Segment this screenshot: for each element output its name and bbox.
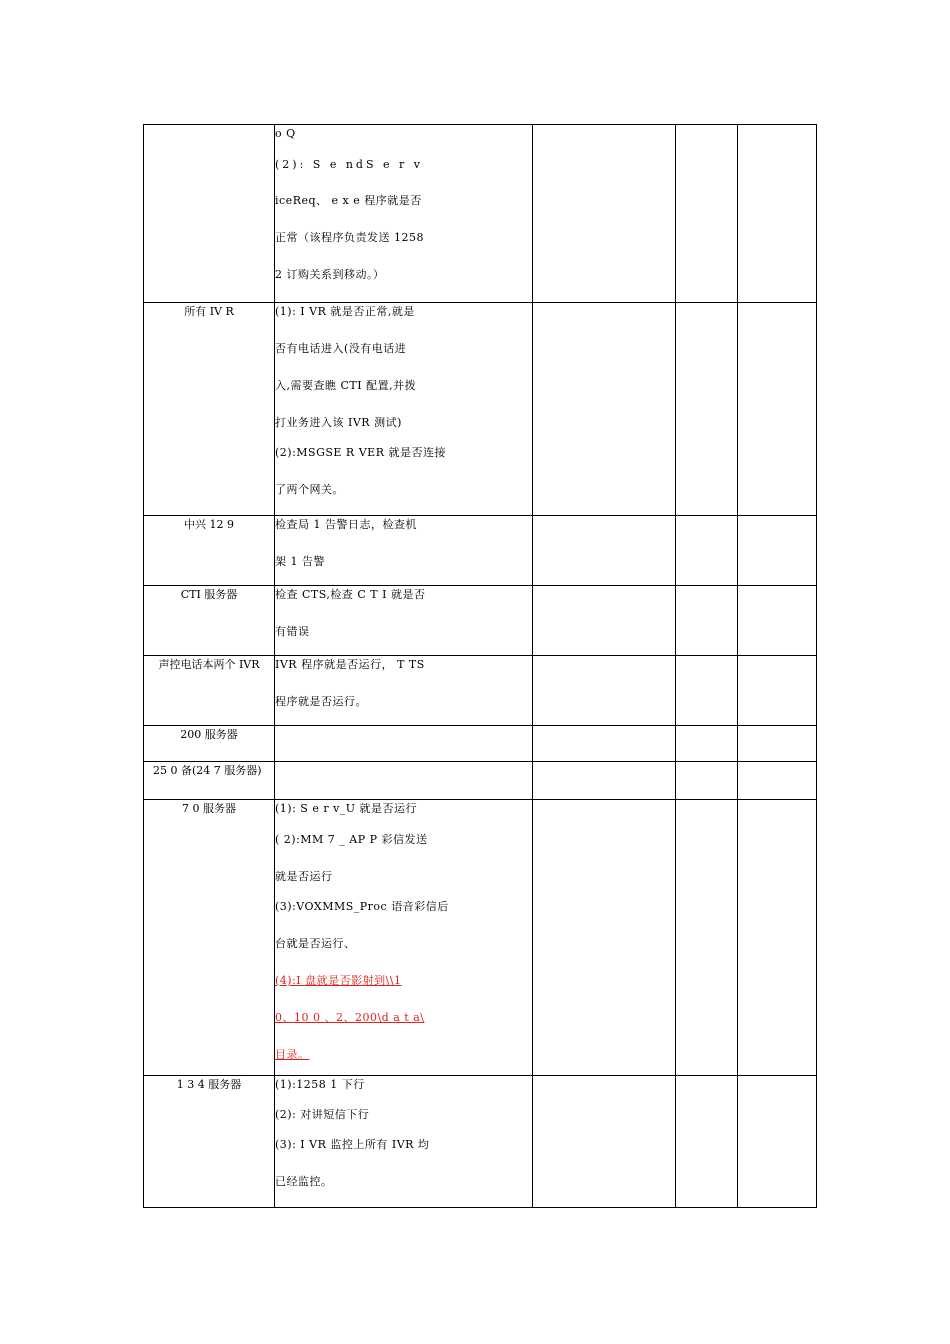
check-description-cell	[275, 656, 533, 726]
empty-cell	[738, 656, 817, 726]
server-name-cell: CTI 服务器	[144, 586, 275, 656]
empty-cell	[738, 125, 817, 303]
description-line: (1):1258 1 下行	[275, 1078, 365, 1091]
empty-cell	[676, 516, 738, 586]
empty-cell	[738, 726, 817, 762]
description-line: 架 1 告警	[275, 555, 325, 568]
empty-cell	[738, 586, 817, 656]
table-row	[144, 656, 817, 726]
empty-cell	[738, 762, 817, 800]
check-description-cell	[275, 800, 533, 1076]
table-row	[144, 125, 817, 303]
description-line: 了两个网关。	[275, 483, 344, 496]
check-description-cell	[275, 586, 533, 656]
empty-cell	[676, 656, 738, 726]
server-name-cell: 声控电话本两个 IVR	[144, 656, 275, 726]
empty-cell	[533, 125, 676, 303]
description-line-highlighted: 目录。	[275, 1048, 310, 1061]
empty-cell	[738, 800, 817, 1076]
server-name-cell	[144, 125, 275, 303]
description-line: 2 订购关系到移动。）	[275, 268, 385, 281]
description-line: 检查局 1 告警日志，检查机	[275, 518, 417, 531]
empty-cell	[676, 726, 738, 762]
description-line: ( 2):MM 7 _ AP P 彩信发送	[275, 833, 428, 846]
description-line: 已经监控。	[275, 1175, 333, 1188]
empty-cell	[533, 1076, 676, 1208]
empty-cell	[533, 762, 676, 800]
empty-cell	[738, 516, 817, 586]
description-line: 否有电话进入(没有电话进	[275, 342, 407, 355]
description-line: 检查 CTS,检查 C T I 就是否	[275, 588, 426, 601]
description-line: (2): S e ndS e r v	[275, 158, 423, 171]
check-description-cell	[275, 516, 533, 586]
empty-cell	[738, 303, 817, 516]
description-line: o Q	[275, 127, 296, 140]
server-name-cell: 中兴 12 9	[144, 516, 275, 586]
server-name-cell: 1 3 4 服务器	[144, 1076, 275, 1208]
description-line: (3):VOXMMS_Proc 语音彩信后	[275, 900, 449, 913]
table-row	[144, 516, 817, 586]
description-line: (1): I VR 就是否正常,就是	[275, 305, 415, 318]
table-row	[144, 762, 817, 800]
description-line: 有错误	[275, 625, 310, 638]
table-row	[144, 726, 817, 762]
empty-cell	[275, 726, 533, 762]
empty-cell	[533, 586, 676, 656]
description-line: IVR 程序就是否运行， T TS	[275, 658, 425, 671]
empty-cell	[533, 726, 676, 762]
empty-cell	[738, 1076, 817, 1208]
empty-cell	[533, 303, 676, 516]
table-row	[144, 800, 817, 1076]
description-line: (2): 对讲短信下行	[275, 1108, 370, 1121]
check-description-cell	[275, 1076, 533, 1208]
table-row	[144, 586, 817, 656]
server-name-cell: 200 服务器	[144, 726, 275, 762]
checklist-table	[143, 124, 817, 1208]
empty-cell	[676, 303, 738, 516]
table-row	[144, 1076, 817, 1208]
empty-cell	[676, 800, 738, 1076]
description-line: 程序就是否运行。	[275, 695, 367, 708]
description-line: 就是否运行	[275, 870, 333, 883]
server-name-cell: 7 0 服务器	[144, 800, 275, 1076]
table-row	[144, 303, 817, 516]
empty-cell	[676, 1076, 738, 1208]
empty-cell	[533, 800, 676, 1076]
empty-cell	[533, 656, 676, 726]
description-line: (3): I VR 监控上所有 IVR 均	[275, 1138, 430, 1151]
check-description-cell	[275, 125, 533, 303]
check-description-cell	[275, 303, 533, 516]
server-name-cell: 25 0 备(24 7 服务器)	[144, 762, 275, 800]
description-line-highlighted: 0、10 0 、2、200\d a t a\	[275, 1011, 425, 1024]
server-name-cell: 所有 IV R	[144, 303, 275, 516]
description-line: 入,需要查瞧 CTI 配置,并拨	[275, 379, 417, 392]
empty-cell	[533, 516, 676, 586]
empty-cell	[676, 762, 738, 800]
empty-cell	[676, 125, 738, 303]
description-line: iceReq、 e x e 程序就是否	[275, 194, 422, 207]
empty-cell	[275, 762, 533, 800]
description-line-highlighted: (4):I 盘就是否影射到\\1	[275, 974, 402, 987]
description-line: (2):MSGSE R VER 就是否连接	[275, 446, 446, 459]
description-line: 正常（该程序负责发送 1258	[275, 231, 424, 244]
empty-cell	[676, 586, 738, 656]
description-line: 台就是否运行、	[275, 937, 356, 950]
description-line: (1): S e r v_U 就是否运行	[275, 802, 418, 815]
description-line: 打业务进入该 IVR 测试)	[275, 416, 402, 429]
